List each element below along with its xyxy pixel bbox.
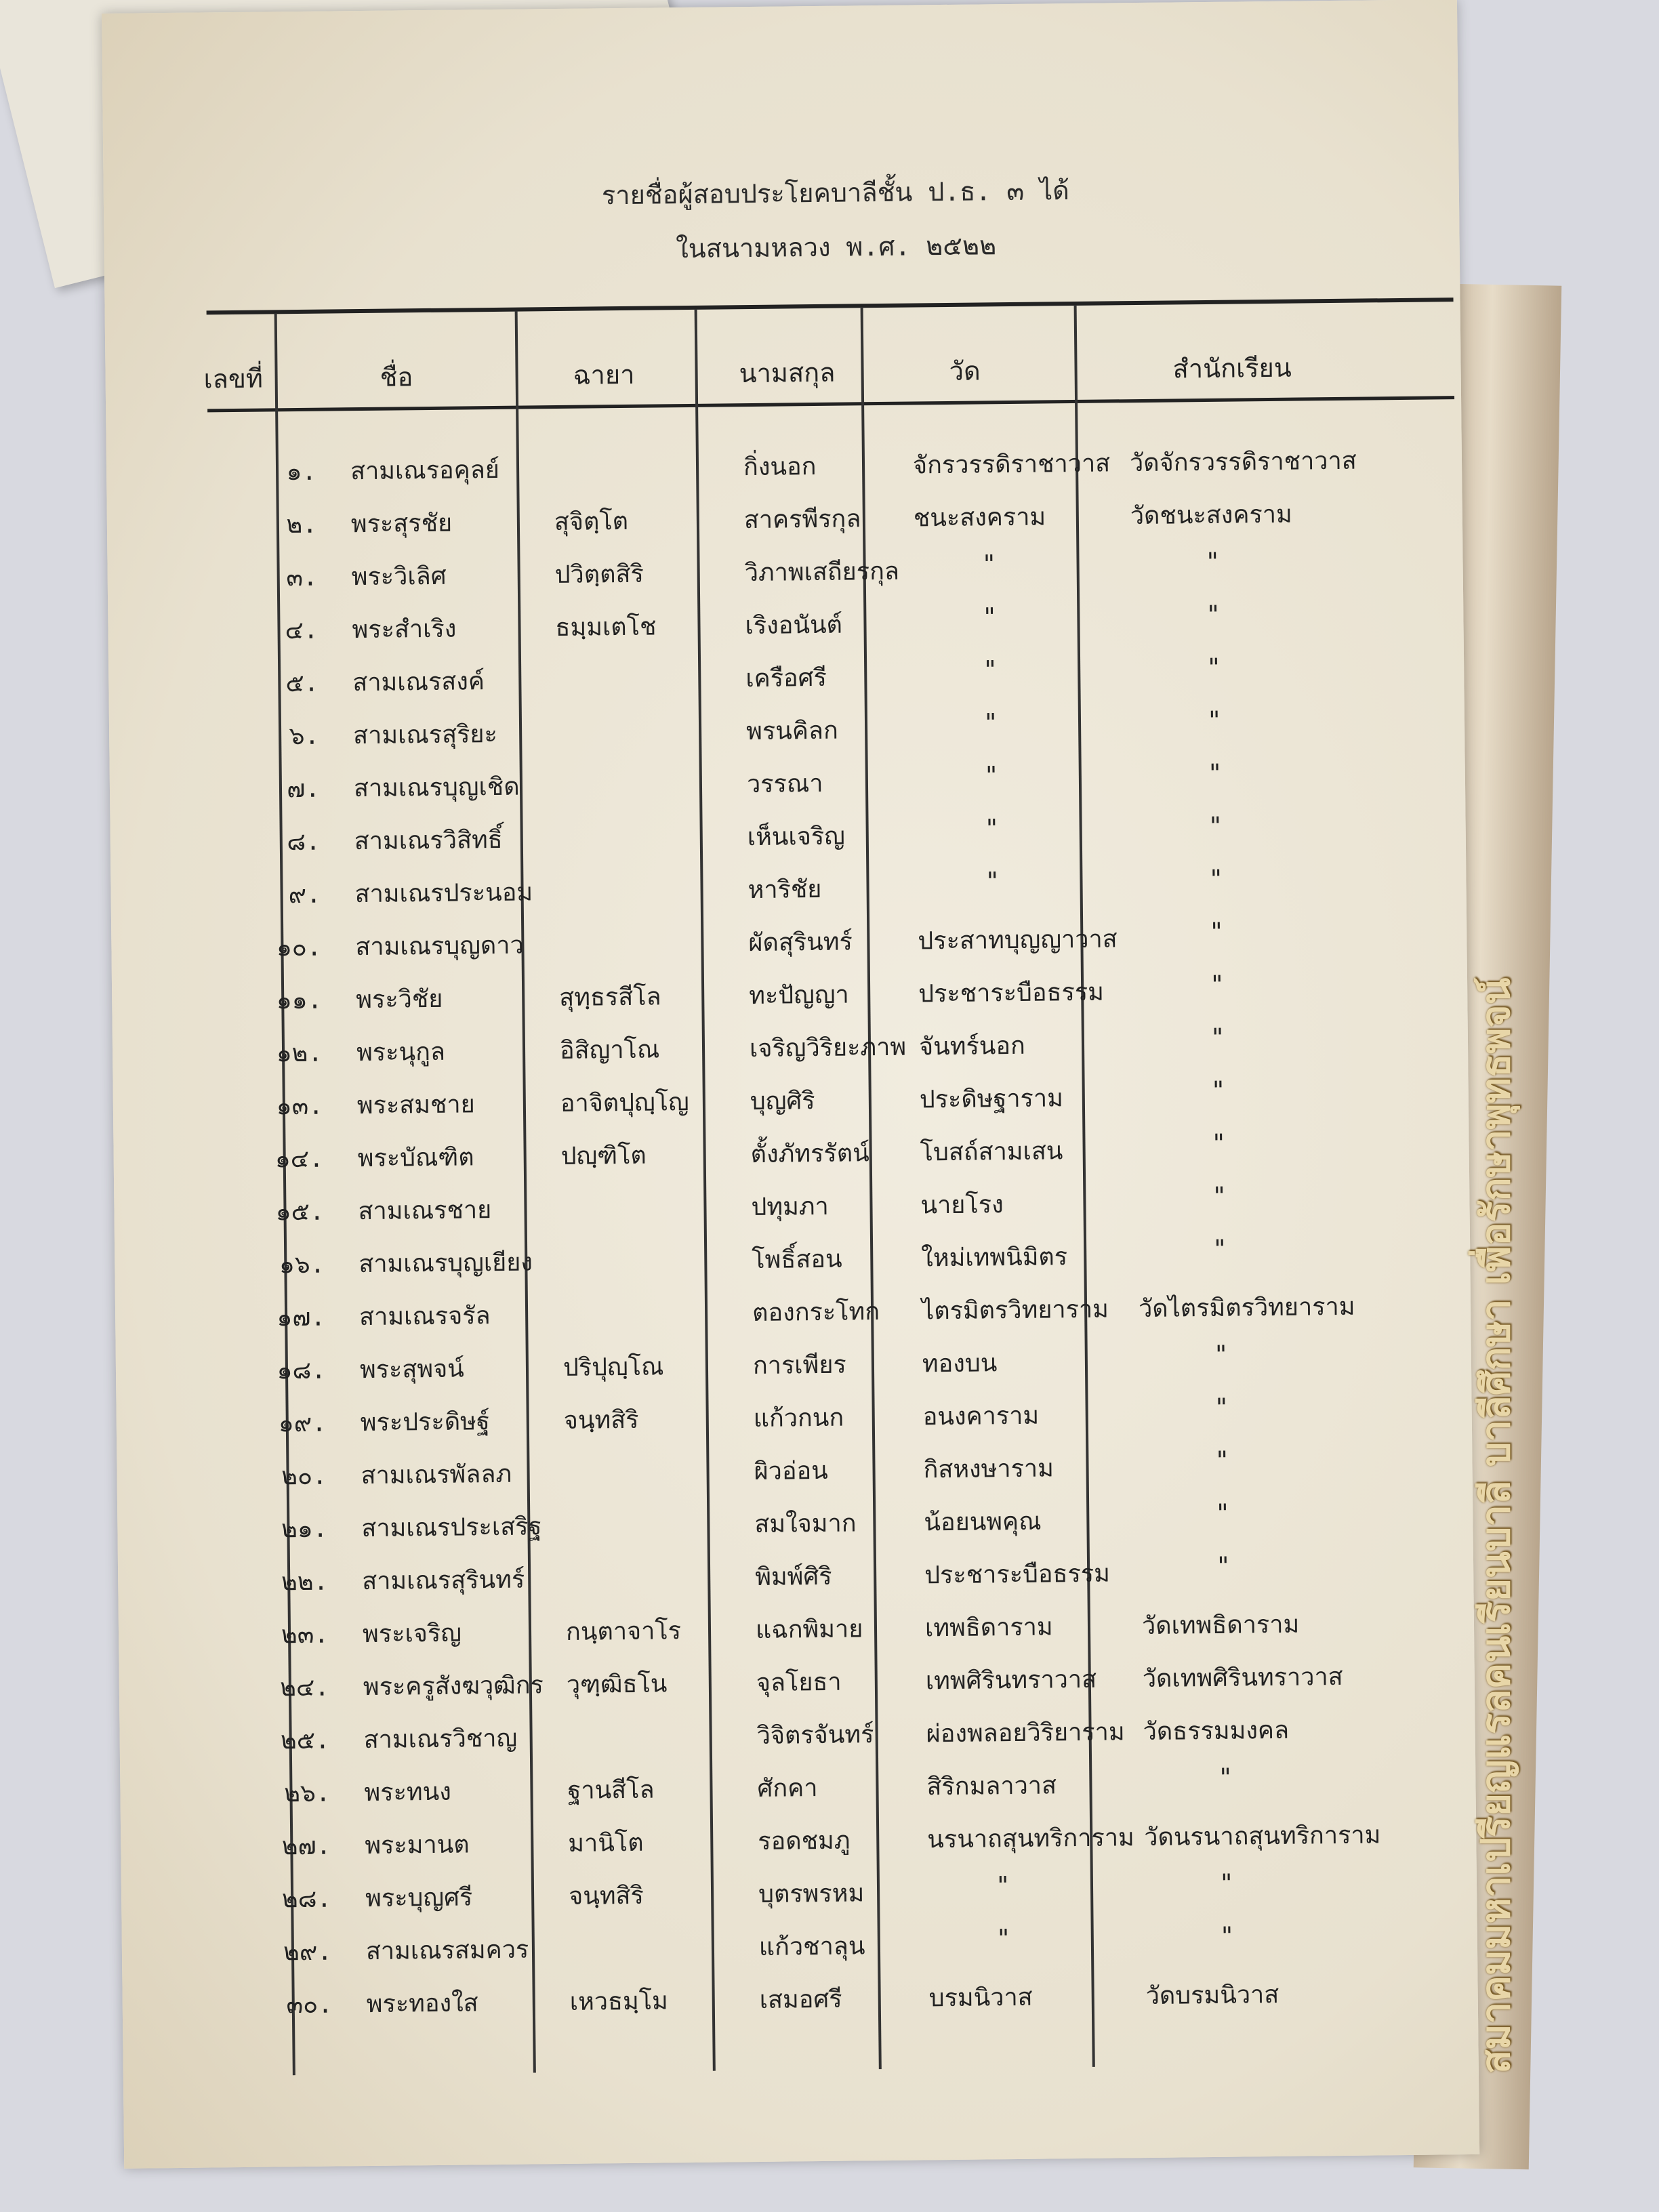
cell-wat: " xyxy=(996,1925,1011,1953)
cell-alias: ปริปุญฺโณ xyxy=(562,1353,664,1382)
cell-name: สามเณรประเสริฐ xyxy=(361,1513,542,1543)
cell-wat: นายโรง xyxy=(920,1191,1004,1220)
cell-name: สามเณรชาย xyxy=(358,1196,492,1226)
cell-alias: ธมฺมเตโช xyxy=(555,613,657,642)
cell-name: พระบุญศรี xyxy=(365,1883,473,1913)
header-no: เลขที่ xyxy=(203,363,264,394)
cell-wat: น้อยนพคุณ xyxy=(924,1507,1042,1537)
cell-school: " xyxy=(1208,865,1224,893)
cell-alias: จนฺทสิริ xyxy=(568,1881,644,1910)
cell-no: ๑๙. xyxy=(278,1409,327,1438)
cell-name: สามเณรบุญดาว xyxy=(355,931,524,962)
cell-wat: ใหม่เทพนิมิตร xyxy=(921,1243,1068,1273)
cell-wat: " xyxy=(983,656,998,684)
cell-wat: นรนาถสุนทริการาม xyxy=(927,1824,1135,1854)
cell-no: ๒๙. xyxy=(283,1938,333,1967)
cell-alias: อาจิตปุญฺโญ xyxy=(560,1088,689,1118)
cell-wat: " xyxy=(984,815,1000,843)
cell-school: วัดธรรมมงคล xyxy=(1143,1716,1290,1746)
cell-wat: กิสหงษาราม xyxy=(923,1454,1054,1484)
cell-school: " xyxy=(1209,918,1225,946)
cell-surname: บุญศิริ xyxy=(750,1087,815,1116)
cell-no: ๒๕. xyxy=(280,1726,330,1755)
watermark-text: สมาคมมหาเปรียญแรลคนเรียนบาลี บาลีศึกษา เพื่อรักษาพุทธพจน์ xyxy=(1473,977,1519,2074)
cell-name: สามเณรบุญเยียง xyxy=(359,1248,533,1279)
cell-school: " xyxy=(1210,1076,1226,1105)
cell-alias: กนฺตาจาโร xyxy=(565,1617,682,1646)
cell-name: พระเจริญ xyxy=(362,1619,462,1649)
cell-surname: บุตรพรหม xyxy=(758,1879,865,1909)
cell-surname: แฉกพิมาย xyxy=(755,1615,863,1645)
cell-school: วัดบรมนิวาส xyxy=(1145,1980,1279,2011)
header-surname: นามสกุล xyxy=(739,357,836,389)
cell-school: วัดเทพธิดาราม xyxy=(1141,1610,1300,1641)
cell-name: พระทนง xyxy=(364,1778,452,1807)
cell-wat: ผ่องพลอยวิริยาราม xyxy=(926,1718,1125,1748)
cell-surname: จุลโยธา xyxy=(756,1668,842,1698)
cell-no: ๙. xyxy=(288,880,321,909)
cell-wat: ประสาทบุญญาวาส xyxy=(918,925,1118,956)
cell-school: " xyxy=(1215,1552,1231,1580)
cell-wat: ชนะสงคราม xyxy=(913,503,1046,533)
cell-wat: เทพศิรินทราวาส xyxy=(925,1665,1097,1696)
cell-school: " xyxy=(1206,600,1221,629)
cell-surname: เห็นเจริญ xyxy=(747,822,846,852)
cell-no: ๓. xyxy=(286,563,318,592)
cell-surname: พรนคิลก xyxy=(745,716,838,746)
cell-surname: เจริญวิริยะภาพ xyxy=(749,1033,907,1063)
cell-name: พระครูสังฆวุฒิกร xyxy=(363,1671,544,1702)
document-title: รายชื่อผู้สอบประโยคบาลีชั้น ป.ธ. ๓ ได้ xyxy=(601,176,1070,211)
cell-school: " xyxy=(1211,1129,1227,1158)
cell-surname: พิมพ์ศิริ xyxy=(755,1562,832,1592)
cell-school: วัดนรนาถสุนทริการาม xyxy=(1144,1821,1381,1852)
cell-wat: " xyxy=(983,709,998,737)
cell-no: ๑๖. xyxy=(279,1250,325,1279)
cell-school: วัดชนะสงคราม xyxy=(1130,500,1292,531)
cell-surname: หาริชัย xyxy=(747,875,822,905)
cell-wat: อนงคาราม xyxy=(922,1401,1040,1431)
cell-name: พระประดิษฐ์ xyxy=(360,1408,490,1437)
cell-school: " xyxy=(1210,1023,1225,1052)
cell-wat: ประดิษฐาราม xyxy=(919,1084,1064,1114)
cell-surname: การเพียร xyxy=(752,1351,846,1380)
cell-school: " xyxy=(1212,1182,1227,1210)
cell-no: ๘. xyxy=(287,827,321,857)
document-page xyxy=(102,0,1479,2169)
cell-wat: " xyxy=(995,1872,1010,1900)
cell-no: ๒๘. xyxy=(281,1885,332,1914)
cell-no: ๒๑. xyxy=(281,1515,328,1544)
cell-name: สามเณรอคุลย์ xyxy=(350,455,500,486)
cell-school: " xyxy=(1214,1393,1229,1422)
cell-school: " xyxy=(1206,706,1222,735)
cell-surname: ผิวอ่อน xyxy=(754,1456,828,1486)
cell-alias: เหวธมฺโม xyxy=(569,1987,669,2016)
cell-school: " xyxy=(1218,1869,1234,1898)
cell-school: " xyxy=(1207,759,1223,787)
cell-no: ๑๕. xyxy=(275,1197,325,1227)
header-bottom-rule xyxy=(207,396,1454,412)
cell-school: " xyxy=(1208,812,1223,840)
cell-surname: วิจิตรจันทร์ xyxy=(756,1721,874,1750)
cell-name: พระบัณฑิต xyxy=(357,1143,474,1173)
cell-surname: กิ่งนอก xyxy=(743,452,817,482)
cell-name: พระวิเลิศ xyxy=(351,562,447,592)
cell-wat: " xyxy=(982,603,998,632)
cell-school: วัดเทพศิรินทราวาส xyxy=(1142,1662,1343,1694)
cell-wat: ประชาระบือธรรม xyxy=(924,1559,1111,1590)
cell-alias: สุจิตฺโต xyxy=(554,507,629,537)
header-alias: ฉายา xyxy=(573,359,635,390)
cell-school: " xyxy=(1214,1446,1230,1475)
cell-surname: เครือศรี xyxy=(745,663,827,693)
cell-no: ๓๐. xyxy=(286,1990,333,2020)
cell-no: ๖. xyxy=(289,722,320,751)
cell-wat: จันทร์นอก xyxy=(918,1031,1026,1061)
cell-wat: " xyxy=(985,867,1000,896)
cell-surname: วิภาพเสถียรกุล xyxy=(744,557,900,588)
cell-surname: สมใจมาก xyxy=(754,1509,857,1539)
header-wat: วัด xyxy=(949,356,981,386)
cell-no: ๒๔. xyxy=(280,1673,330,1702)
cell-name: สามเณรสมควร xyxy=(365,1936,529,1966)
cell-surname: ตองกระโทก xyxy=(752,1298,880,1328)
cell-no: ๕. xyxy=(285,669,319,698)
cell-wat: สิริกมลาวาส xyxy=(926,1771,1057,1801)
cell-name: พระนุกูล xyxy=(356,1038,446,1067)
cell-surname: ทะปัญญา xyxy=(749,981,849,1010)
cell-surname: ผัดสุรินทร์ xyxy=(748,928,853,958)
cell-name: พระสุรชัย xyxy=(350,509,453,539)
cell-wat: ไตรมิตรวิทยาราม xyxy=(921,1295,1109,1326)
cell-surname: แก้วชาลุน xyxy=(758,1932,865,1961)
cell-surname: โพธิ์สอน xyxy=(752,1245,842,1275)
header-name: ชื่อ xyxy=(380,362,413,392)
cell-no: ๑๐. xyxy=(276,933,322,962)
cell-surname: รอดชมภู xyxy=(758,1826,851,1856)
cell-name: สามเณรบุญเชิด xyxy=(353,773,520,803)
cell-school: " xyxy=(1213,1340,1229,1369)
cell-surname: เริงอนันต์ xyxy=(745,611,843,640)
cell-school: " xyxy=(1209,970,1225,999)
cell-name: สามเณรพัลลภ xyxy=(361,1460,512,1490)
cell-alias: ฐานสีโล xyxy=(567,1776,655,1805)
cell-no: ๒๗. xyxy=(281,1832,331,1861)
cell-no: ๑๑. xyxy=(276,986,323,1015)
cell-school: " xyxy=(1205,548,1221,576)
cell-school: " xyxy=(1219,1922,1235,1950)
cell-name: สามเณรสุริยะ xyxy=(352,720,498,750)
cell-wat: บรมนิวาส xyxy=(928,1983,1033,2013)
header-top-rule xyxy=(207,298,1454,314)
cell-name: พระวิชัย xyxy=(356,985,443,1015)
cell-no: ๒๒. xyxy=(281,1568,329,1597)
cell-school: " xyxy=(1215,1499,1231,1528)
cell-no: ๔. xyxy=(285,616,319,645)
cell-school: " xyxy=(1212,1235,1228,1263)
cell-wat: " xyxy=(981,550,997,579)
cell-name: พระมานต xyxy=(365,1830,470,1860)
cell-no: ๑๗. xyxy=(276,1303,326,1332)
cell-wat: ประชาระบือธรรม xyxy=(918,978,1105,1008)
cell-alias: ปวิตฺตสิริ xyxy=(554,560,644,590)
cell-alias: วุฑฺฒิธโน xyxy=(566,1670,668,1699)
cell-no: ๒๐. xyxy=(281,1462,327,1491)
cell-surname: แก้วกนก xyxy=(753,1404,844,1433)
cell-no: ๒๓. xyxy=(281,1620,329,1650)
cell-surname: ปทุมภา xyxy=(751,1192,829,1222)
cell-surname: ศักคา xyxy=(757,1774,818,1803)
cell-school: วัดจักรวรรดิราชาวาส xyxy=(1129,447,1357,478)
cell-name: สามเณรสุรินทร์ xyxy=(362,1565,525,1596)
cell-name: พระทองใส xyxy=(366,1989,478,2019)
cell-wat: ทองบน xyxy=(922,1349,998,1378)
cell-no: ๒๖. xyxy=(284,1779,331,1808)
cell-alias: มานิโต xyxy=(568,1828,644,1858)
cell-school: วัดไตรมิตรวิทยาราม xyxy=(1138,1292,1355,1324)
cell-surname: วรรณา xyxy=(746,769,823,799)
cell-no: ๒. xyxy=(286,510,318,539)
cell-name: พระสำเริง xyxy=(352,615,457,644)
cell-wat: เทพธิดาราม xyxy=(924,1613,1053,1643)
cell-alias: จนฺทสิริ xyxy=(563,1406,639,1435)
cell-wat: " xyxy=(983,762,999,790)
cell-school: " xyxy=(1206,653,1222,682)
cell-name: สามเณรวิชาญ xyxy=(363,1724,518,1755)
cell-alias: อิสิญาโณ xyxy=(559,1036,660,1065)
cell-surname: เสมอศรี xyxy=(759,1985,842,2014)
cell-name: สามเณรจรัล xyxy=(359,1302,491,1332)
cell-name: พระสุพจน์ xyxy=(359,1355,465,1385)
document-subtitle: ในสนามหลวง พ.ศ. ๒๕๒๒ xyxy=(675,230,997,264)
cell-name: สามเณรวิสิทธิ์ xyxy=(354,825,503,856)
cell-name: สามเณรสงค์ xyxy=(352,668,485,697)
cell-no: ๑. xyxy=(286,457,317,487)
cell-name: พระสมชาย xyxy=(356,1090,475,1120)
cell-no: ๑๓. xyxy=(276,1092,324,1121)
cell-wat: โบสถ์สามเสน xyxy=(920,1137,1063,1167)
cell-surname: สาครพีรกุล xyxy=(743,505,861,535)
cell-no: ๑๔. xyxy=(274,1145,324,1174)
cell-no: ๑๘. xyxy=(276,1356,327,1385)
cell-no: ๑๒. xyxy=(276,1039,323,1068)
cell-no: ๗. xyxy=(287,775,321,804)
cell-alias: สุทฺธรสีโล xyxy=(559,983,661,1012)
header-school: สำนักเรียน xyxy=(1172,352,1292,384)
cell-wat: จักรวรรดิราชาวาส xyxy=(912,449,1111,480)
cell-alias: ปญฺฑิโต xyxy=(560,1141,647,1170)
cell-surname: ตั้งภัทรรัตน์ xyxy=(750,1139,869,1169)
cell-school: " xyxy=(1218,1763,1233,1792)
cell-name: สามเณรประนอม xyxy=(354,878,533,909)
